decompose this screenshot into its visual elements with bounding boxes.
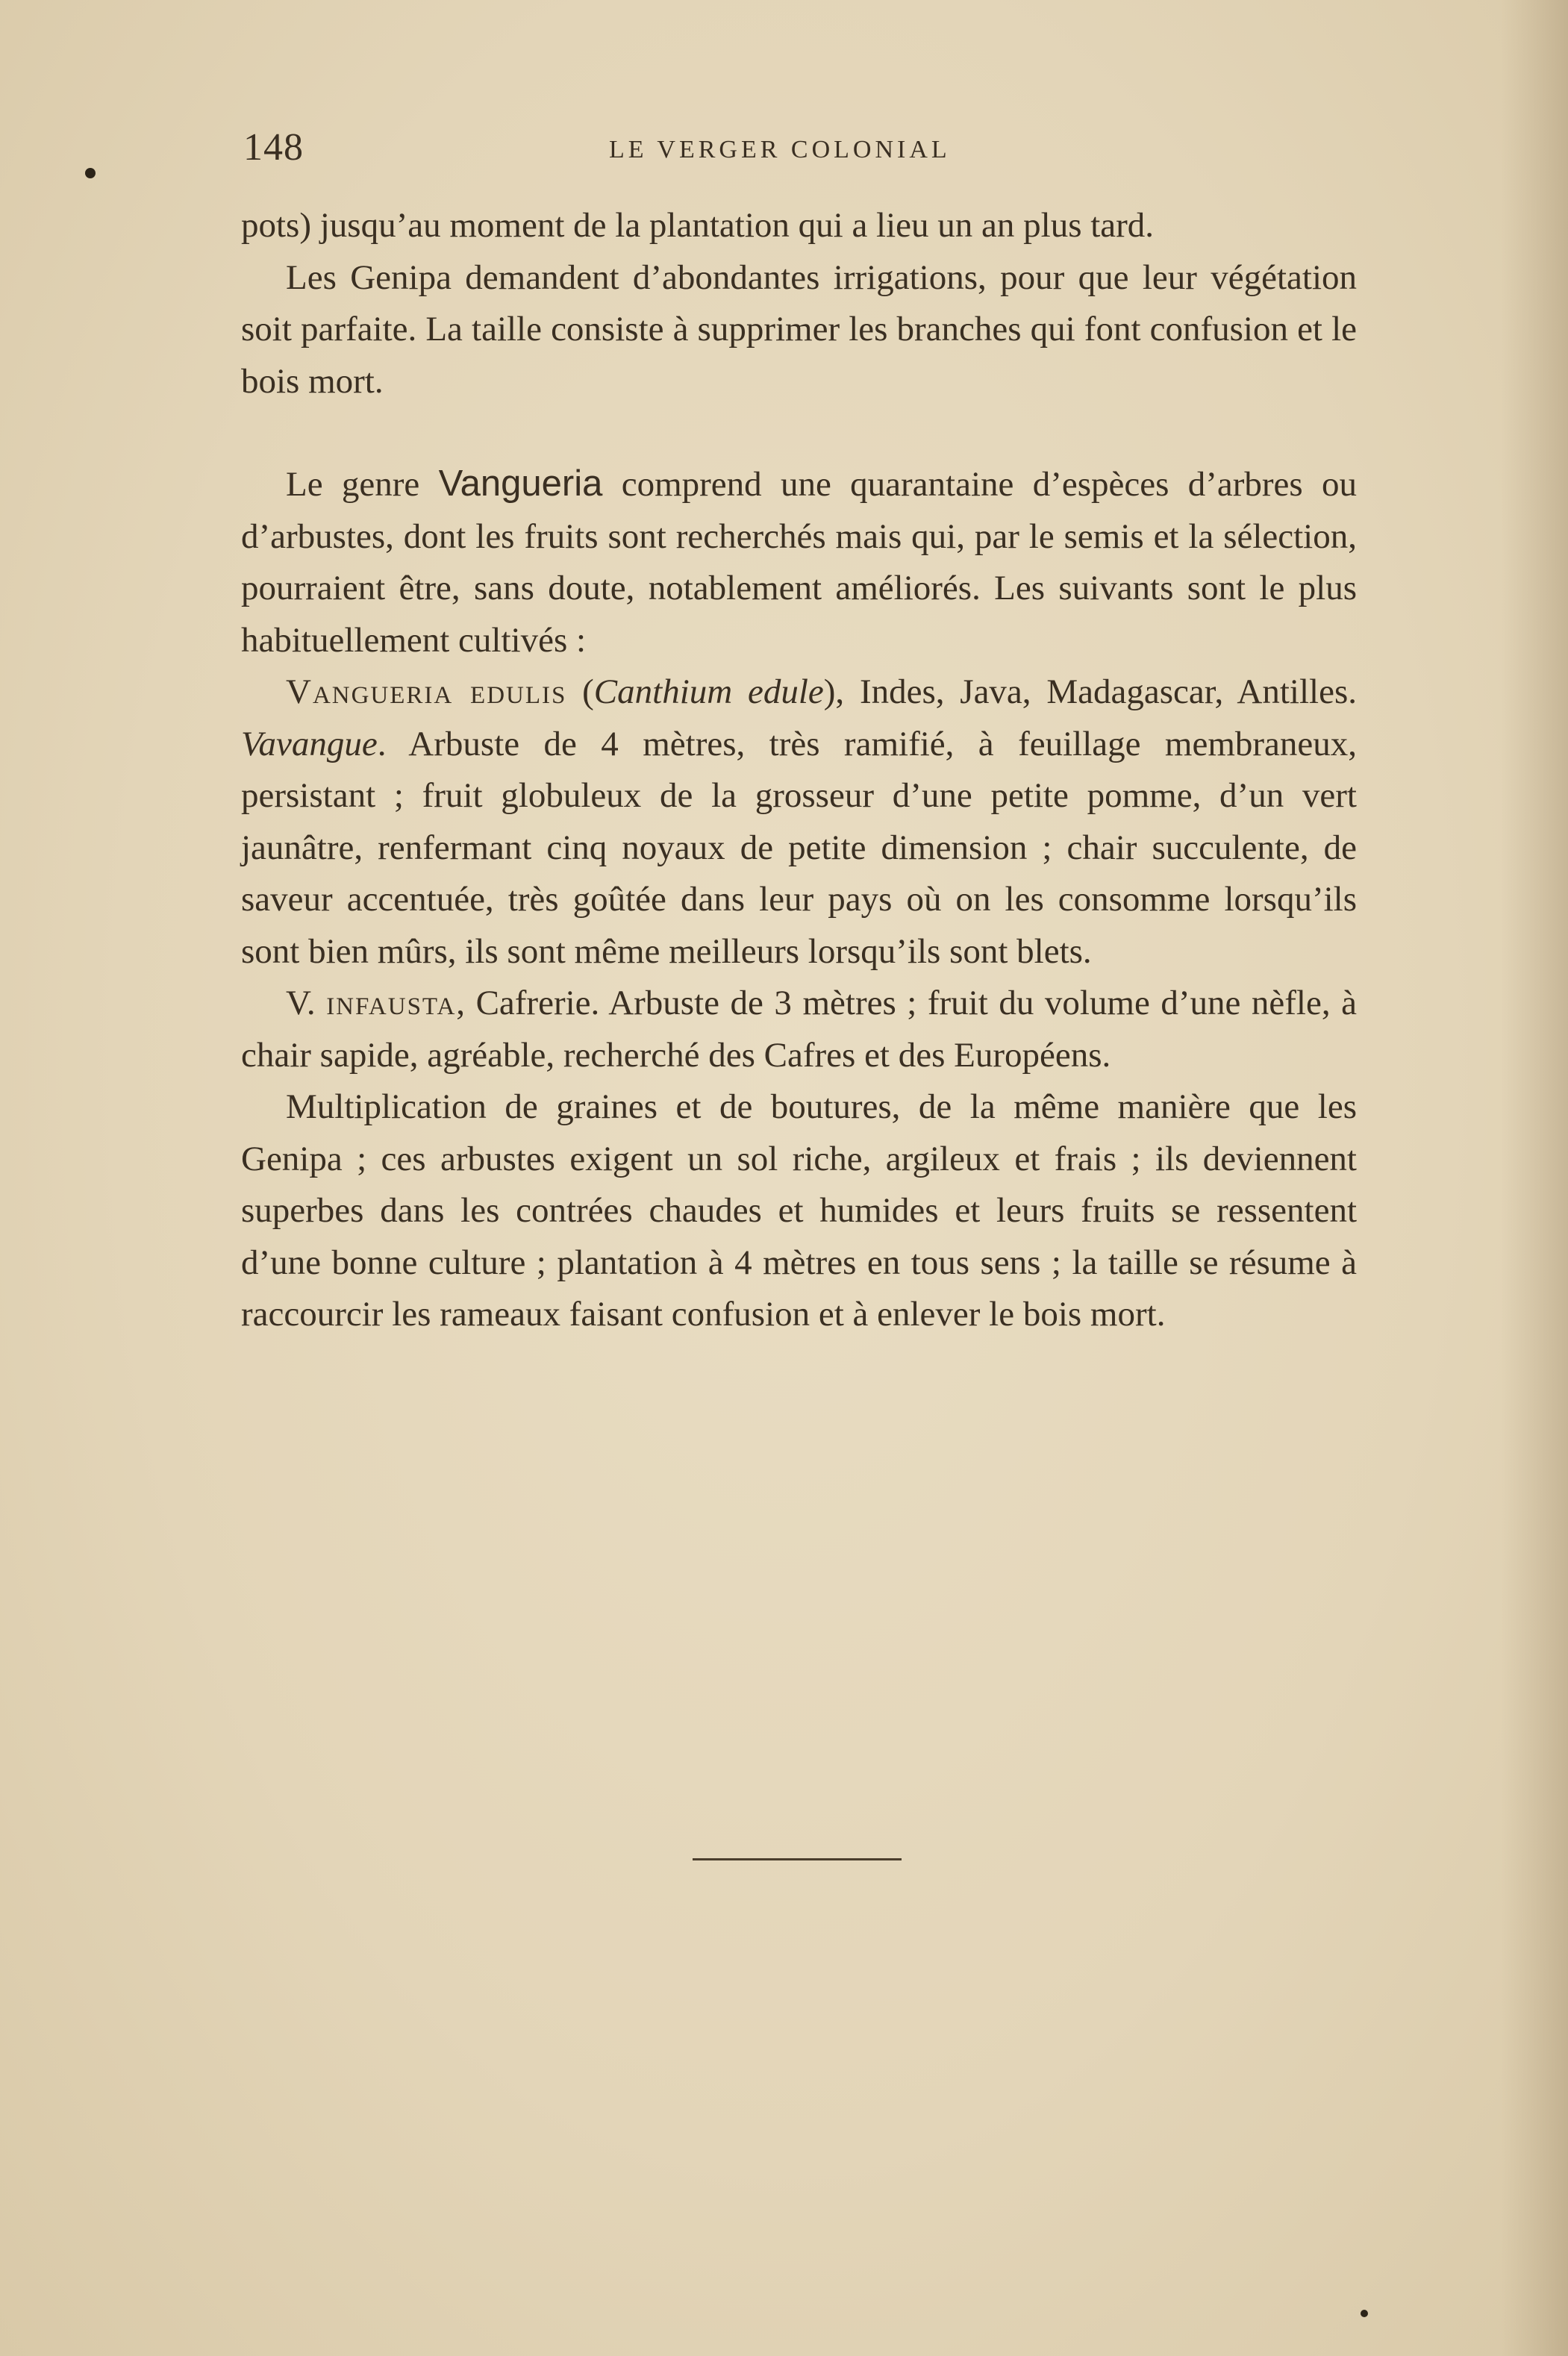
genus-name: Vangueria: [438, 463, 603, 504]
page-header: [243, 119, 1363, 179]
text-run: ), Indes, Java, Madagascar, Antilles.: [823, 672, 1357, 711]
text-run: , Cafrerie. Arbuste de 3 mètres ; fruit du volume d’une nèfle, à chair sapide, agréable, recherché des Cafres et des Européens.: [241, 984, 1358, 1075]
text-run: (: [566, 672, 594, 711]
paragraph-genipa-care: Les Genipa demandent d’abondantes irrigations, pour que leur végétation soit parfaite. La taille consiste à supprimer les branches qui font confusion et le bois mort.: [241, 257, 1357, 401]
species-name: Vangueria edulis: [286, 672, 567, 711]
text-run: . Arbuste de 4 mètres, très ramifié, à feuillage membraneux, persistant ; fruit globuleux de la grosseur d’une petite pomme, d’un vert jaunâtre, renfermant cinq noyaux de petite dimension ; chair succulente, de saveur accentuée, très goûtée dans leur pays où on les consomme lorsqu’ils sont bien mûrs, ils sont même meilleurs lorsqu’ils sont blets.: [241, 724, 1357, 971]
paragraph-vangueria-edulis: [241, 666, 1357, 978]
paragraph-vangueria-infausta: [241, 978, 1357, 1081]
synonym-name: Canthium edule: [593, 672, 824, 711]
page-number: 148: [243, 126, 304, 169]
ink-speck: [85, 168, 96, 178]
paragraph-continuation: pots) jusqu’au moment de la plantation qui a lieu un an plus tard.: [241, 206, 1155, 245]
section-gap: [241, 407, 1357, 458]
genus-abbrev: V.: [286, 984, 316, 1022]
page-edge-shadow: [1501, 0, 1568, 2356]
text-run: comprend une quarantaine d’espèces d’arbres ou d’arbustes, dont les fruits sont recherchés mais qui, par le semis et la sélection, pourraient être, sans doute, notablement améliorés. Les suivants sont le plus habituellement cultivés :: [241, 465, 1357, 660]
paragraph-vangueria-intro: [241, 458, 1357, 666]
paragraph-multiplication: Multiplication de graines et de boutures, de la même manière que les Genipa ; ces arbustes exigent un sol riche, argileux et frais ; ils deviennent superbes dans les contrées chaudes et humides et leurs fruits se ressentent d’une bonne culture ; plantation à 4 mètres en tous sens ; la taille se résume à raccourcir les rameaux faisant confusion et à enlever le bois mort.: [241, 1087, 1357, 1334]
species-name: infausta: [326, 984, 457, 1022]
body-text: [241, 200, 1357, 1341]
end-rule: [693, 1858, 902, 1860]
running-title: LE VERGER COLONIAL: [609, 136, 951, 163]
ink-speck: [1361, 2310, 1368, 2317]
common-name: Vavangue: [241, 724, 378, 763]
text-run: Le genre: [286, 465, 439, 504]
